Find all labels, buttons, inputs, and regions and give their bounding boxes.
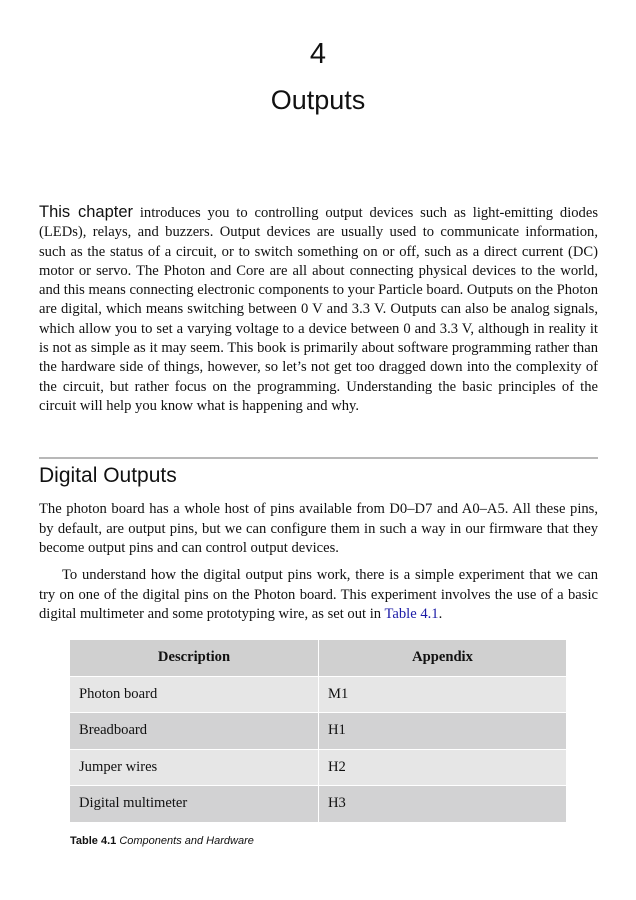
- table-row: [70, 713, 567, 750]
- caption-text: Components and Hardware: [119, 835, 254, 847]
- intro-body: introduces you to controlling output devices such as light-emitting diodes (LEDs), relays, and buzzers. Output devices are usually used to communicate information, such as the status of a circuit, or to switch something on or off, such as a direct current (DC) motor or servo. The Photon and Core are all about connecting physical devices to the world, and this means connecting electronic components to your Particle board. Outputs on the Photon are digital, which means switching between 0 V and 3.3 V. Outputs can also be analog signals, which allow you to set a varying voltage to a device between 0 and 3.3 V, although in reality it is not as simple as it may seem. This book is primarily about software programming rather than the hardware side of things, however, so let’s not get too dragged down into the complexity of the circuit, but rather focus on the programming. Understanding the basic principles of the circuit will help you know what is happening and why.: [39, 205, 598, 414]
- cell-description: Digital multimeter: [70, 786, 319, 823]
- cell-appendix: H1: [319, 713, 567, 750]
- cell-description: Breadboard: [70, 713, 319, 750]
- table-header-row: [70, 640, 567, 676]
- paragraph-2-end: .: [438, 606, 443, 622]
- paragraph-2-text: To understand how the digital output pins work, there is a simple experiment that we can try on one of the digital pins on the Photon board. This experiment involves the use of a basic digital multimeter and some prototyping wire, as set out in: [39, 567, 598, 622]
- header-appendix: Appendix: [319, 640, 567, 676]
- intro-paragraph: [39, 203, 598, 416]
- section-heading: Digital Outputs: [39, 464, 177, 487]
- table-caption: [70, 835, 254, 847]
- components-table: [70, 640, 567, 823]
- section-paragraph-2: [39, 566, 598, 625]
- section-divider: [39, 457, 598, 459]
- table-row: [70, 676, 567, 713]
- cell-appendix: H3: [319, 786, 567, 823]
- caption-label: Table 4.1: [70, 835, 117, 847]
- table-reference-link[interactable]: Table 4.1: [384, 606, 439, 622]
- chapter-number: 4: [309, 38, 327, 70]
- intro-lead: This chapter: [39, 203, 134, 221]
- cell-appendix: H2: [319, 749, 567, 786]
- cell-description: Jumper wires: [70, 749, 319, 786]
- header-description: Description: [70, 640, 319, 676]
- table-row: [70, 749, 567, 786]
- cell-description: Photon board: [70, 676, 319, 713]
- cell-appendix: M1: [319, 676, 567, 713]
- table-row: [70, 786, 567, 823]
- chapter-title: Outputs: [270, 85, 366, 115]
- section-paragraph-1: The photon board has a whole host of pins available from D0–D7 and A0–A5. All these pins, by default, are output pins, but we can configure them in such a way in our firmware that they become output pins and can control output devices.: [39, 501, 598, 556]
